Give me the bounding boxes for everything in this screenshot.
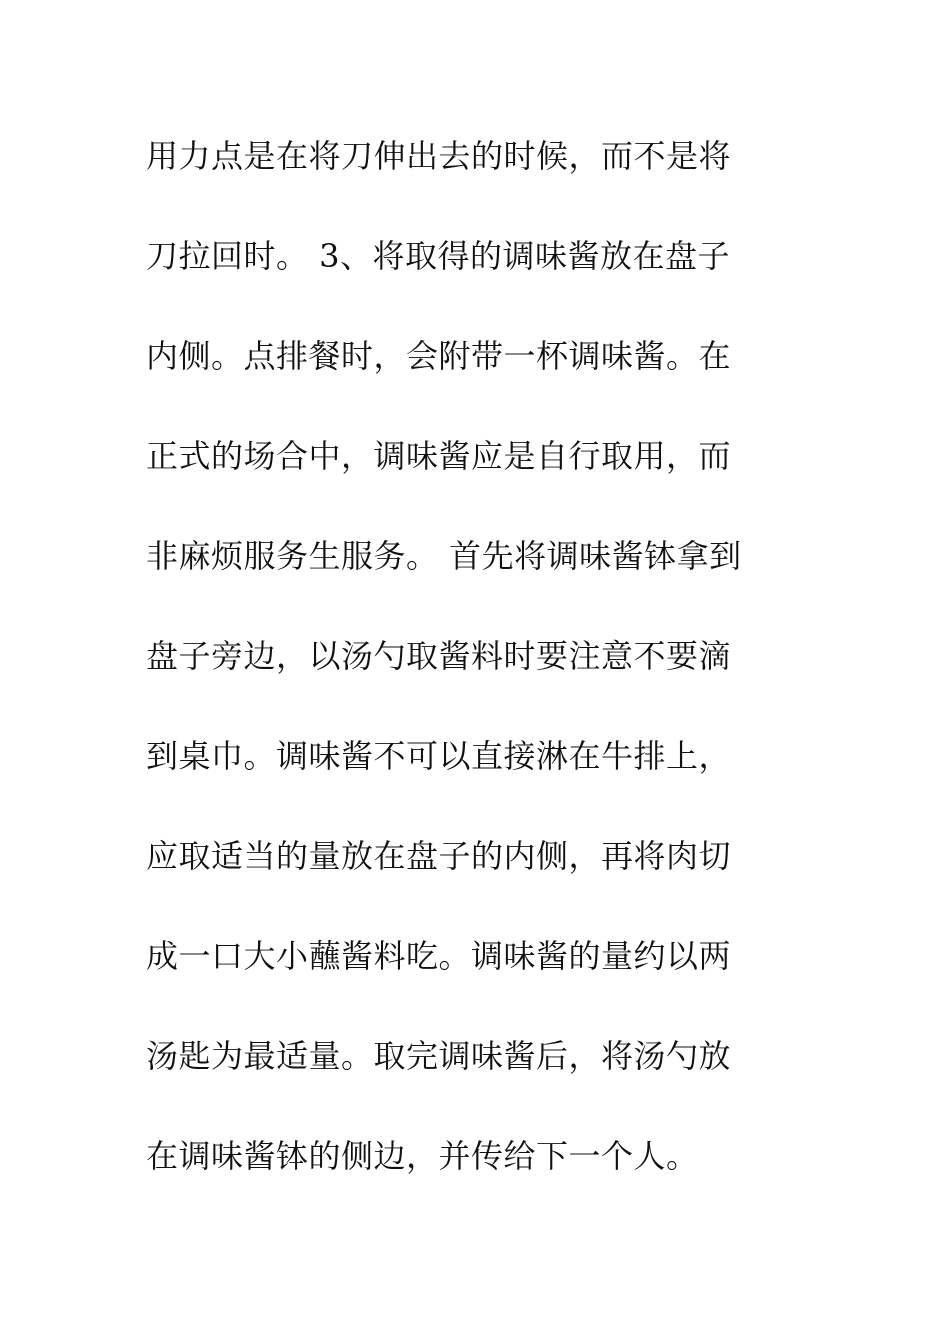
- text-line: 在调味酱钵的侧边，并传给下一个人。: [146, 1137, 699, 1175]
- body-text: [146, 128, 826, 1228]
- text-line: 用力点是在将刀伸出去的时候，而不是将: [146, 137, 732, 175]
- text-line: 到桌巾。调味酱不可以直接淋在牛排上，: [146, 737, 732, 775]
- text-line: 非麻烦服务生服务。 首先将调味酱钵拿到: [146, 537, 742, 575]
- text-line: 应取适当的量放在盘子的内侧，再将肉切: [146, 837, 732, 875]
- text-line: 正式的场合中，调味酱应是自行取用，而: [146, 437, 732, 475]
- text-line: 刀拉回时。 3、将取得的调味酱放在盘子: [146, 237, 731, 275]
- text-line: 汤匙为最适量。取完调味酱后，将汤勺放: [146, 1037, 732, 1075]
- text-line: 成一口大小蘸酱料吃。调味酱的量约以两: [146, 937, 732, 975]
- text-line: 盘子旁边，以汤勺取酱料时要注意不要滴: [146, 637, 732, 675]
- text-line: 内侧。点排餐时，会附带一杯调味酱。在: [146, 337, 732, 375]
